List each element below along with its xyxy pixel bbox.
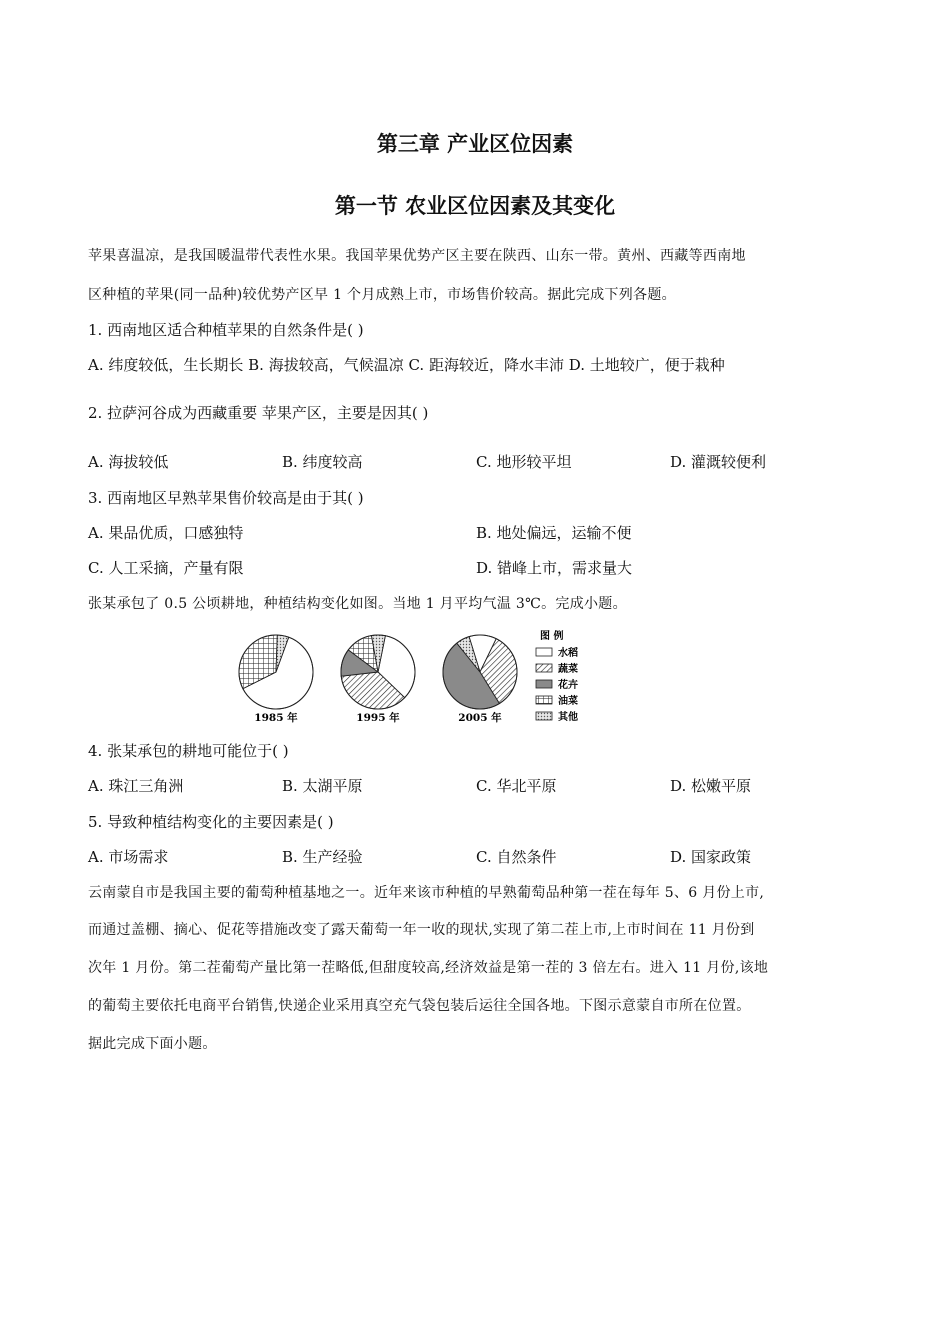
- legend-swatch: [536, 680, 552, 688]
- legend-label: 蔬菜: [558, 664, 578, 675]
- passage1-line-2: 区种植的苹果(同一品种)较优势产区早 1 个月成熟上市，市场售价较高。据此完成下列各题。: [88, 287, 676, 303]
- legend-swatch: [536, 712, 552, 720]
- pie-year-label: 1995 年: [356, 712, 400, 724]
- passage1-line-1: 苹果喜温凉，是我国暖温带代表性水果。我国苹果优势产区主要在陕西、山东一带。黄州、西藏等西南地: [88, 248, 746, 264]
- pie-year-label: 1985 年: [254, 712, 298, 724]
- q1-stem: 1. 西南地区适合种植苹果的自然条件是( ): [88, 321, 364, 339]
- q3-option-d: D. 错峰上市，需求量大: [476, 559, 633, 577]
- legend-label: 水稻: [558, 648, 578, 659]
- q4-stem: 4. 张某承包的耕地可能位于( ): [88, 742, 289, 760]
- q3-stem: 3. 西南地区早熟苹果售价较高是由于其( ): [88, 489, 364, 507]
- crop-structure-pie-charts: [228, 628, 588, 726]
- passage3-line-5: 据此完成下面小题。: [88, 1036, 217, 1052]
- legend-swatch: [536, 664, 552, 672]
- q4-option-d: D. 松嫩平原: [670, 777, 752, 795]
- q1-options: A. 纬度较低，生长期长 B. 海拔较高，气候温凉 C. 距海较近，降水丰沛 D. 土地较广，便于栽种: [88, 356, 725, 374]
- legend-swatch: [536, 696, 552, 704]
- chapter-title: 第三章 产业区位因素: [376, 131, 574, 156]
- legend-label: 油菜: [558, 696, 578, 707]
- legend-swatch: [536, 648, 552, 656]
- q2-stem: 2. 拉萨河谷成为西藏重要 苹果产区，主要是因其( ): [88, 404, 429, 422]
- section-title: 第一节 农业区位因素及其变化: [334, 193, 616, 218]
- passage3-line-4: 的葡萄主要依托电商平台销售,快递企业采用真空充气袋包装后运往全国各地。下图示意蒙自市所在位置。: [88, 998, 751, 1014]
- pie-year-label: 2005 年: [458, 712, 502, 724]
- legend-label: 花卉: [558, 680, 578, 691]
- q5-option-d: D. 国家政策: [670, 848, 752, 866]
- q2-option-a: A. 海拔较低: [88, 453, 169, 471]
- q5-stem: 5. 导致种植结构变化的主要因素是( ): [88, 813, 334, 831]
- passage3-line-1: 云南蒙自市是我国主要的葡萄种植基地之一。近年来该市种植的早熟葡萄品种第一茬在每年 5、6 月份上市,: [88, 885, 765, 901]
- q2-option-c: C. 地形较平坦: [476, 453, 572, 471]
- passage3-line-3: 次年 1 月份。第二茬葡萄产量比第一茬略低,但甜度较高,经济效益是第一茬的 3 倍左右。进入 11 月份,该地: [88, 960, 769, 976]
- q3-option-c: C. 人工采摘，产量有限: [88, 559, 244, 577]
- q5-option-c: C. 自然条件: [476, 848, 557, 866]
- passage3-line-2: 而通过盖棚、摘心、促花等措施改变了露天葡萄一年一收的现状,实现了第二茬上市,上市时间在 11 月份到: [88, 922, 755, 938]
- q3-option-a: A. 果品优质，口感独特: [88, 524, 244, 542]
- q5-option-b: B. 生产经验: [282, 848, 363, 866]
- q4-option-c: C. 华北平原: [476, 777, 557, 795]
- legend-title: 图 例: [540, 631, 564, 642]
- q2-option-d: D. 灌溉较便利: [670, 453, 767, 471]
- q2-option-b: B. 纬度较高: [282, 453, 363, 471]
- q4-option-b: B. 太湖平原: [282, 777, 363, 795]
- q4-option-a: A. 珠江三角洲: [88, 777, 184, 795]
- q3-option-b: B. 地处偏远，运输不便: [476, 524, 632, 542]
- q5-option-a: A. 市场需求: [88, 848, 169, 866]
- passage2: 张某承包了 0.5 公顷耕地，种植结构变化如图。当地 1 月平均气温 3℃。完成小题。: [88, 596, 627, 612]
- legend-label: 其他: [558, 712, 578, 723]
